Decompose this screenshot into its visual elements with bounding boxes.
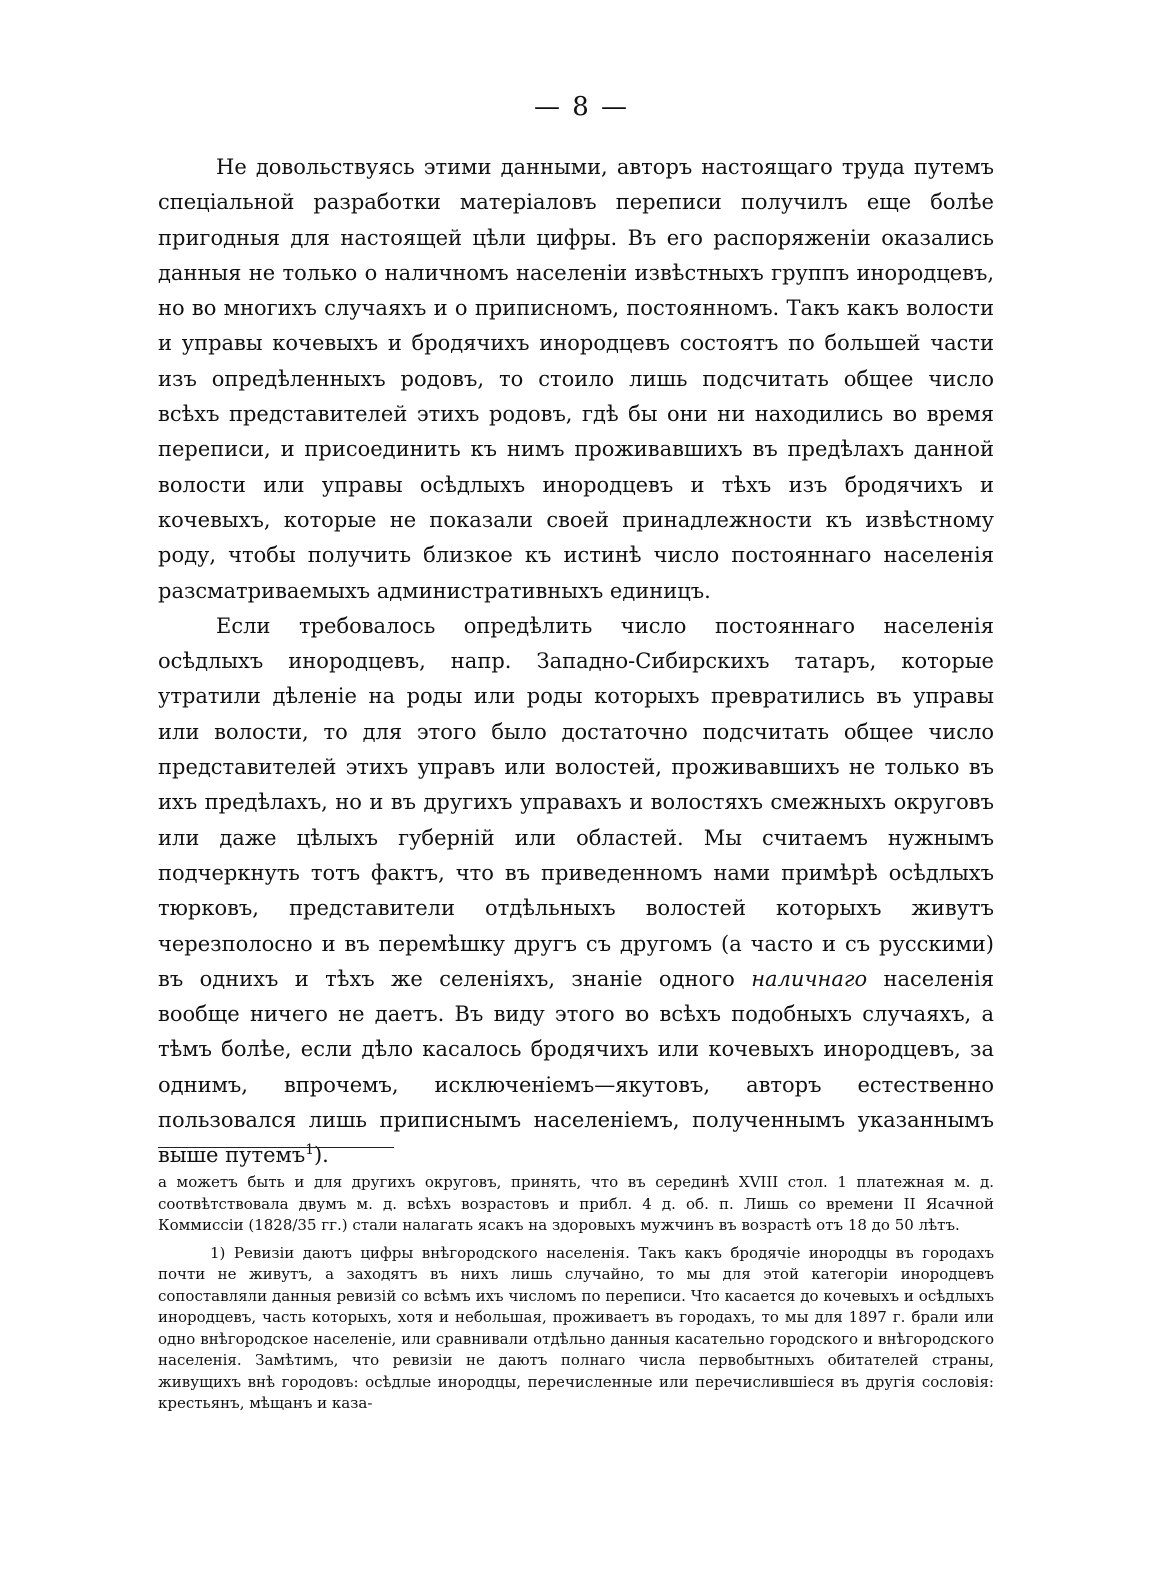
footnote-continued: а можетъ быть и для другихъ округовъ, принять, что въ серединѣ XVIII стол. 1 платежная м. д. соотвѣтствовала двумъ м. д. всѣхъ возрастовъ и прибл. 4 д. об. п. Лишь со времени II Ясачной Коммиссіи (1828/35 гг.) стали налагать ясакъ на здоровыхъ мужчинъ въ возрастѣ отъ 18 до 50 лѣтъ. <box>158 1173 994 1234</box>
page-number: — 8 — <box>533 92 630 122</box>
paragraph-2-part-b: населенія вообще ничего не даетъ. Въ виду этого во всѣхъ подобныхъ случаяхъ, а тѣмъ болѣе, если дѣло касалось бродячихъ или кочевыхъ инородцевъ, за однимъ, впрочемъ, исключеніемъ—якутовъ, авторъ естественно пользовался лишь приписнымъ населеніемъ, полученнымъ указаннымъ выше путемъ <box>158 966 994 1168</box>
footnote-reference: 1 <box>305 1142 314 1159</box>
footnotes <box>158 1172 994 1415</box>
footnote-1 <box>158 1243 994 1415</box>
main-text <box>158 150 994 1174</box>
footnote-1-marker: 1) <box>210 1243 226 1262</box>
paragraph-2-part-a: Если требовалось опредѣлить число постояннаго населенія осѣдлыхъ инородцевъ, напр. Западно-Сибирскихъ татаръ, которые утратили дѣленіе на роды или роды которыхъ превратились въ управы или волости, то для этого было достаточно подсчитать общее число представителей этихъ управъ или волостей, проживавшихъ не только въ ихъ предѣлахъ, но и въ другихъ управахъ и волостяхъ смежныхъ округовъ или даже цѣлыхъ губерній или областей. Мы считаемъ нужнымъ подчеркнуть тотъ фактъ, что въ приведенномъ нами примѣрѣ осѣдлыхъ тюрковъ, представители отдѣльныхъ волостей которыхъ живутъ черезполосно и въ перемѣшку другъ съ другомъ (а часто и съ русскими) въ однихъ и тѣхъ же селеніяхъ, знаніе одного <box>158 613 994 991</box>
paragraph-2-end: ). <box>313 1143 329 1168</box>
footnote-divider <box>158 1147 394 1148</box>
paragraph-2 <box>158 609 994 1174</box>
footnote-1-text: Ревизіи даютъ цифры внѣгородского населенія. Такъ какъ бродячіе инородцы въ городахъ почти не живутъ, а заходятъ въ нихъ лишь случайно, то мы для этой категоріи инородцевъ сопоставляли данныя ревизій со всѣмъ ихъ числомъ по переписи. Что касается до кочевыхъ и осѣдлыхъ инородцевъ, часть которыхъ, хотя и небольшая, проживаетъ въ городахъ, то мы для 1897 г. брали или одно внѣгородское населеніе, или сравнивали отдѣльно данныя касательно городского и внѣгородского населенія. Замѣтимъ, что ревизіи не даютъ полнаго числа первобытныхъ обитателей страны, живущихъ внѣ городовъ: осѣдлые инородцы, перечисленные или перечислившіеся въ другія сословія: крестьянъ, мѣщанъ и каза- <box>158 1243 994 1412</box>
emphasis-nalichnago: наличнаго <box>751 966 868 991</box>
paragraph-1: Не довольствуясь этими данными, авторъ настоящаго труда путемъ спеціальной разработки матеріаловъ переписи получилъ еще болѣе пригодныя для настоящей цѣли цифры. Въ его распоряженіи оказались данныя не только о наличномъ населеніи извѣстныхъ группъ инородцевъ, но во многихъ случаяхъ и о приписномъ, постоянномъ. Такъ какъ волости и управы кочевыхъ и бродячихъ инородцевъ состоятъ по большей части изъ опредѣленныхъ родовъ, то стоило лишь подсчитать общее число всѣхъ представителей этихъ родовъ, гдѣ бы они ни находились во время переписи, и присоединить къ нимъ проживавшихъ въ предѣлахъ данной волости или управы осѣдлыхъ инородцевъ и тѣхъ изъ бродячихъ и кочевыхъ, которые не показали своей принадлежности къ извѣстному роду, чтобы получить близкое къ истинѣ число постояннаго населенія разсматриваемыхъ административныхъ единицъ. <box>158 155 994 603</box>
